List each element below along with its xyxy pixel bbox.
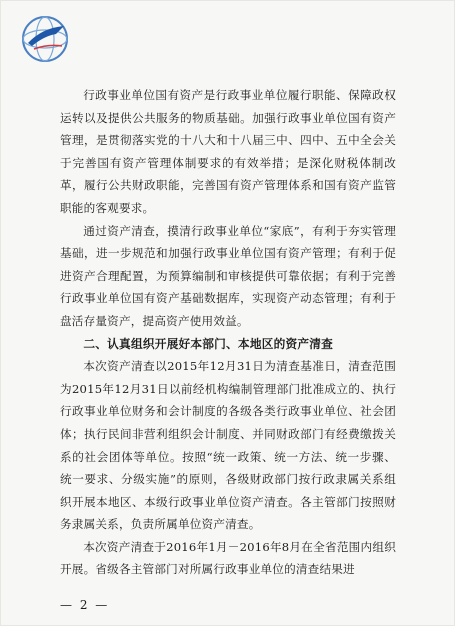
globe-plane-icon: [20, 14, 70, 64]
paragraph: 本次资产清查于2016年1月－2016年8月在全省范围内组织开展。省级各主管部门对所属行政事业单位的清查结果进: [60, 539, 396, 577]
section-heading: 二、认真组织开展好本部门、本地区的资产清查: [83, 336, 334, 351]
paragraph: 通过资产清查，摸清行政事业单位“家底”，有利于夯实管理基础，进一步规范和加强行政事业单位国有资产管理；有利于促进资产合理配置，为预算编制和审核提供可靠依据；有利于完善行政事业单位国有资产基础数据库，实现资产动态管理；有利于盘活存量资产，提高资产使用效益。: [60, 223, 396, 328]
paragraph: 本次资产清查以2015年12月31日为清查基准日，清查范围为2015年12月31日以前经机构编制管理部门批准成立的、执行行政事业单位财务和会计制度的各级各类行政事业单位、社会团体；执行民间非营利组织会计制度、并同财政部门有经费缴拨关系的社会团体等单位。按照“统一政策、统一方法、统一步骤、统一要求、分级实施”的原则，各级财政部门按行政隶属关系组织开展本地区、本级行政事业单位资产清查。各主管部门按照财务隶属关系，负责所属单位资产清查。: [60, 359, 396, 532]
document-body: [60, 84, 396, 581]
page-number: — 2 —: [60, 598, 110, 612]
paragraph: 行政事业单位国有资产是行政事业单位履行职能、保障政权运转以及提供公共服务的物质基础。加强行政事业单位国有资产管理，是贯彻落实党的十八大和十八届三中、四中、五中全会关于完善国有资产管理体制要求的有效举措；是深化财税体制改革，履行公共财政职能，完善国有资产管理体系和国有资产监管职能的客观要求。: [60, 88, 396, 215]
